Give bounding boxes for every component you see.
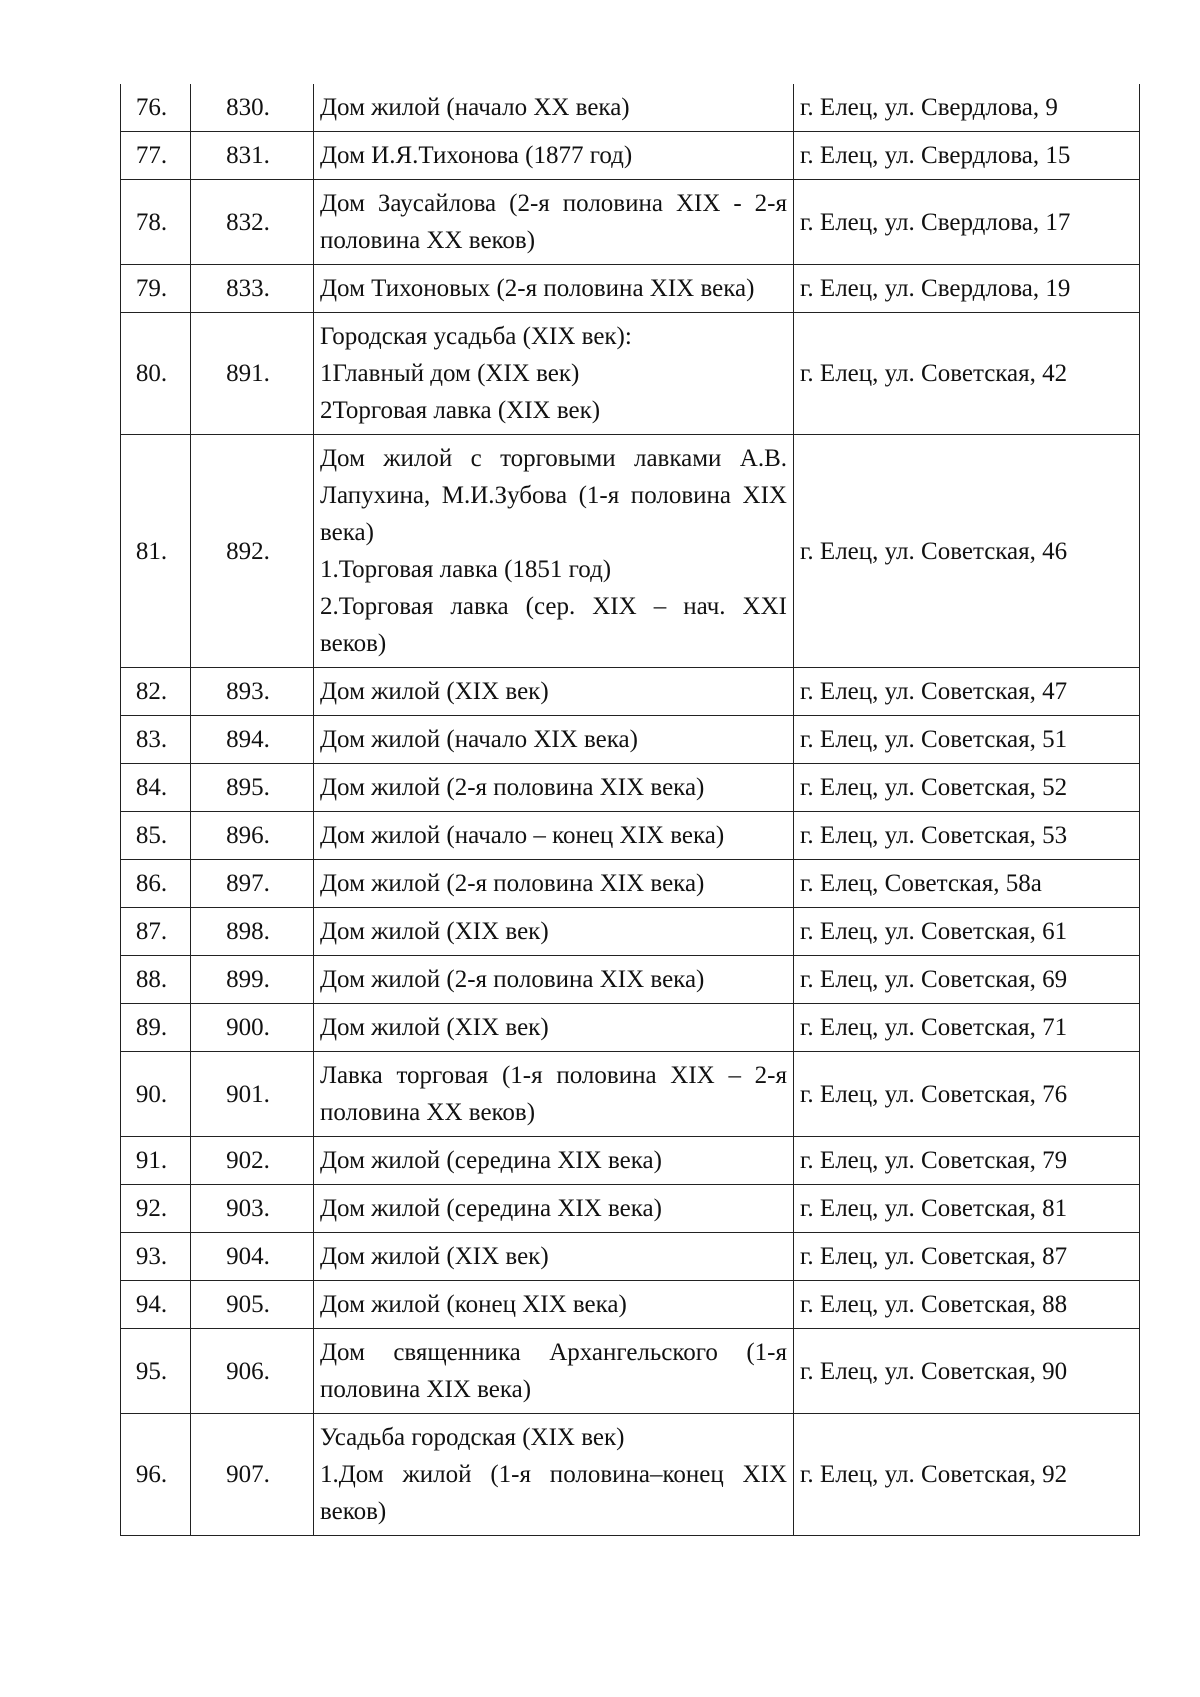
registry-number-cell: 830. (191, 84, 314, 132)
table-row (121, 716, 1140, 764)
table-row (121, 1185, 1140, 1233)
address-cell: г. Елец, ул. Советская, 69 (794, 956, 1140, 1004)
row-number-cell: 91. (121, 1137, 191, 1185)
object-name-line: Дом жилой (середина XIX века) (320, 1147, 662, 1174)
row-number-cell: 83. (121, 716, 191, 764)
registry-number-cell: 906. (191, 1329, 314, 1414)
registry-number-cell: 900. (191, 1004, 314, 1052)
table-row (121, 265, 1140, 313)
object-name-line: Городская усадьба (XIX век): (320, 323, 632, 350)
registry-number-cell: 831. (191, 132, 314, 180)
row-number-cell: 76. (121, 84, 191, 132)
table-row (121, 1281, 1140, 1329)
object-name-cell (314, 860, 794, 908)
address-cell: г. Елец, ул. Советская, 71 (794, 1004, 1140, 1052)
object-name-line: 2.Торговая лавка (сер. XIX – нач. XXI веков) (320, 593, 787, 657)
registry-number-cell: 894. (191, 716, 314, 764)
row-number-cell: 77. (121, 132, 191, 180)
row-number-cell: 82. (121, 668, 191, 716)
address-cell: г. Елец, ул. Советская, 92 (794, 1414, 1140, 1536)
row-number-cell: 94. (121, 1281, 191, 1329)
address-cell: г. Елец, ул. Советская, 46 (794, 435, 1140, 668)
registry-number-cell: 905. (191, 1281, 314, 1329)
row-number-cell: 80. (121, 313, 191, 435)
address-cell: г. Елец, ул. Советская, 81 (794, 1185, 1140, 1233)
row-number-cell: 93. (121, 1233, 191, 1281)
row-number-cell: 92. (121, 1185, 191, 1233)
registry-number-cell: 897. (191, 860, 314, 908)
table-row (121, 1414, 1140, 1536)
row-number-cell: 78. (121, 180, 191, 265)
table-row (121, 313, 1140, 435)
registry-number-cell: 902. (191, 1137, 314, 1185)
row-number-cell: 87. (121, 908, 191, 956)
object-name-cell (314, 1329, 794, 1414)
object-name-line: Дом жилой (середина XIX века) (320, 1195, 662, 1222)
object-name-cell (314, 313, 794, 435)
object-name-line: Дом Тихоновых (2-я половина XIX века) (320, 275, 755, 302)
object-name-cell (314, 764, 794, 812)
registry-number-cell: 833. (191, 265, 314, 313)
table-row (121, 132, 1140, 180)
address-cell: г. Елец, ул. Советская, 47 (794, 668, 1140, 716)
row-number-cell: 90. (121, 1052, 191, 1137)
row-number-cell: 84. (121, 764, 191, 812)
table-row (121, 764, 1140, 812)
table-row (121, 908, 1140, 956)
table-row (121, 1004, 1140, 1052)
address-cell: г. Елец, ул. Советская, 52 (794, 764, 1140, 812)
row-number-cell: 86. (121, 860, 191, 908)
registry-number-cell: 903. (191, 1185, 314, 1233)
table-row (121, 84, 1140, 132)
address-cell: г. Елец, ул. Советская, 61 (794, 908, 1140, 956)
object-name-line: Дом жилой (XIX век) (320, 1243, 549, 1270)
object-name-line: 2Торговая лавка (XIX век) (320, 397, 601, 424)
object-name-line: Дом И.Я.Тихонова (1877 год) (320, 142, 633, 169)
object-name-line: Дом жилой (XIX век) (320, 918, 549, 945)
object-name-line: Лавка торговая (1-я половина XIX – 2-я половина XX веков) (320, 1062, 787, 1126)
registry-number-cell: 907. (191, 1414, 314, 1536)
object-name-line: Дом жилой с торговыми лавками А.В. Лапухина, М.И.Зубова (1-я половина XIX века) (320, 445, 787, 546)
object-name-cell (314, 265, 794, 313)
object-name-line: Дом жилой (конец XIX века) (320, 1291, 627, 1318)
heritage-objects-table (120, 84, 1140, 1536)
object-name-cell (314, 1414, 794, 1536)
row-number-cell: 96. (121, 1414, 191, 1536)
object-name-cell (314, 1233, 794, 1281)
table-row (121, 812, 1140, 860)
table-row (121, 1052, 1140, 1137)
object-name-cell (314, 668, 794, 716)
object-name-line: Дом жилой (начало XIX века) (320, 726, 638, 753)
object-name-line: Дом священника Архангельского (1-я половина XIX века) (320, 1339, 787, 1403)
object-name-line: 1.Торговая лавка (1851 год) (320, 556, 612, 583)
registry-number-cell: 891. (191, 313, 314, 435)
object-name-line: 1.Дом жилой (1-я половина–конец XIX веков) (320, 1461, 787, 1525)
address-cell: г. Елец, ул. Советская, 76 (794, 1052, 1140, 1137)
address-cell: г. Елец, ул. Свердлова, 19 (794, 265, 1140, 313)
address-cell: г. Елец, ул. Советская, 79 (794, 1137, 1140, 1185)
row-number-cell: 79. (121, 265, 191, 313)
row-number-cell: 95. (121, 1329, 191, 1414)
address-cell: г. Елец, ул. Советская, 90 (794, 1329, 1140, 1414)
address-cell: г. Елец, ул. Советская, 88 (794, 1281, 1140, 1329)
object-name-cell (314, 1281, 794, 1329)
table-body (121, 84, 1140, 1536)
row-number-cell: 81. (121, 435, 191, 668)
address-cell: г. Елец, Советская, 58а (794, 860, 1140, 908)
object-name-cell (314, 908, 794, 956)
registry-number-cell: 899. (191, 956, 314, 1004)
object-name-line: Усадьба городская (XIX век) (320, 1424, 625, 1451)
object-name-cell (314, 1137, 794, 1185)
table-row (121, 668, 1140, 716)
address-cell: г. Елец, ул. Свердлова, 9 (794, 84, 1140, 132)
object-name-line: Дом жилой (XIX век) (320, 678, 549, 705)
registry-number-cell: 896. (191, 812, 314, 860)
object-name-cell (314, 1052, 794, 1137)
row-number-cell: 88. (121, 956, 191, 1004)
registry-number-cell: 904. (191, 1233, 314, 1281)
address-cell: г. Елец, ул. Советская, 51 (794, 716, 1140, 764)
registry-number-cell: 832. (191, 180, 314, 265)
object-name-line: Дом жилой (2-я половина XIX века) (320, 870, 705, 897)
object-name-line: Дом жилой (2-я половина XIX века) (320, 966, 705, 993)
table-row (121, 435, 1140, 668)
registry-number-cell: 901. (191, 1052, 314, 1137)
table-row (121, 860, 1140, 908)
object-name-cell (314, 180, 794, 265)
row-number-cell: 85. (121, 812, 191, 860)
row-number-cell: 89. (121, 1004, 191, 1052)
table-row (121, 180, 1140, 265)
table-row (121, 1233, 1140, 1281)
registry-number-cell: 893. (191, 668, 314, 716)
object-name-cell (314, 435, 794, 668)
table-row (121, 956, 1140, 1004)
object-name-cell (314, 132, 794, 180)
object-name-cell (314, 812, 794, 860)
registry-number-cell: 892. (191, 435, 314, 668)
object-name-line: Дом жилой (начало XX века) (320, 94, 630, 121)
object-name-cell (314, 956, 794, 1004)
object-name-line: Дом жилой (2-я половина XIX века) (320, 774, 705, 801)
object-name-cell (314, 84, 794, 132)
object-name-line: Дом Заусайлова (2-я половина XIX - 2-я половина XX веков) (320, 190, 787, 254)
object-name-cell (314, 1185, 794, 1233)
object-name-line: 1Главный дом (XIX век) (320, 360, 580, 387)
registry-number-cell: 895. (191, 764, 314, 812)
address-cell: г. Елец, ул. Советская, 53 (794, 812, 1140, 860)
table-row (121, 1329, 1140, 1414)
object-name-cell (314, 1004, 794, 1052)
object-name-line: Дом жилой (начало – конец XIX века) (320, 822, 725, 849)
address-cell: г. Елец, ул. Советская, 42 (794, 313, 1140, 435)
address-cell: г. Елец, ул. Советская, 87 (794, 1233, 1140, 1281)
table-row (121, 1137, 1140, 1185)
address-cell: г. Елец, ул. Свердлова, 17 (794, 180, 1140, 265)
object-name-cell (314, 716, 794, 764)
address-cell: г. Елец, ул. Свердлова, 15 (794, 132, 1140, 180)
object-name-line: Дом жилой (XIX век) (320, 1014, 549, 1041)
registry-number-cell: 898. (191, 908, 314, 956)
